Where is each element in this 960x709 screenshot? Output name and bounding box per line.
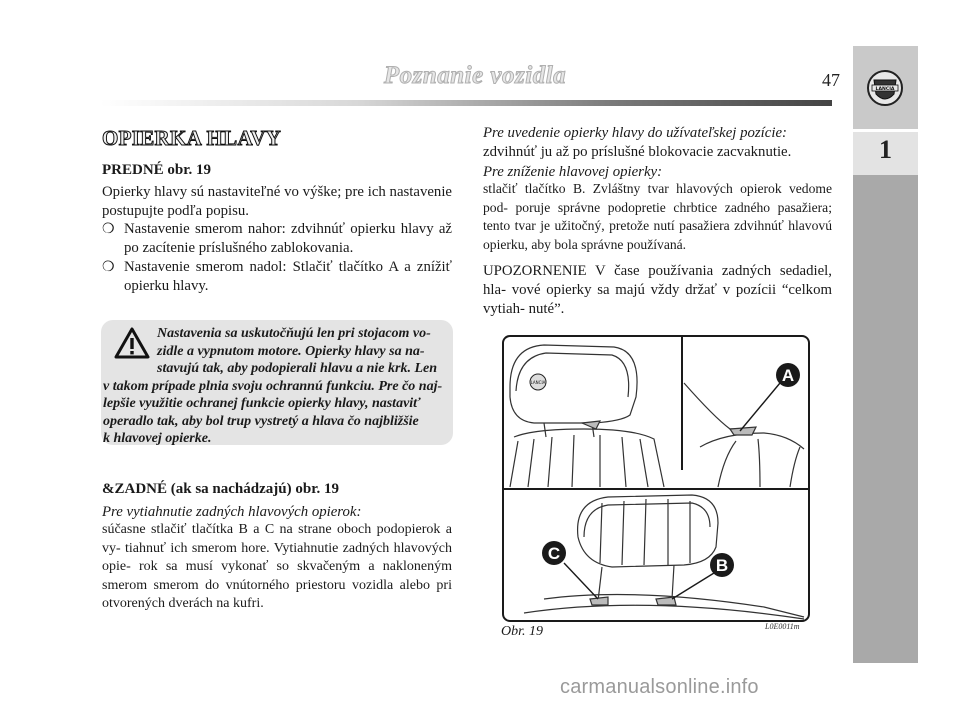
warning-line: Nastavenia sa uskutočňujú len pri stojacom vo- — [157, 326, 431, 341]
callout-c — [542, 541, 566, 565]
logo-text: LANCIA — [875, 87, 895, 92]
warning-line: zidle a vypnutom motore. Opierky hlavy sa na- — [157, 343, 425, 359]
bullet-text: Nastavenie smerom nadol: Stlačiť tlačítko A a znížiť opierku hlavy. — [124, 259, 452, 294]
header-rule — [100, 100, 832, 106]
button-a-detail-drawing — [684, 383, 804, 487]
bullet-circle-icon: ❍ — [102, 222, 115, 237]
list-item — [102, 220, 452, 258]
rear-label: Pre vytiahnutie zadných hlavových opierok: — [102, 504, 362, 520]
callout-b — [710, 553, 734, 577]
raise-text: zdvihnúť ju až po príslušné blokovacie zacvaknutie. — [483, 144, 792, 160]
bullet-list — [102, 220, 452, 296]
notice-text: UPOZORNENIE V čase používania zadných sedadiel, hla- vové opierky sa majú vždy držať v pozícii “celkom vytiah- nuté”. — [483, 263, 832, 317]
svg-text:LANCIA: LANCIA — [530, 380, 546, 385]
rear-text: súčasne stlačiť tlačítka B a C na strane oboch podopierok a vy- tiahnuť ich smerom hore. Vytiahnutie zadných hlavových opie- rok sa musí vykonať so skvačeným a nakloneným smerom smerom do vnútorného priestoru vozidla alebo pri otvorených dverách na kufri. — [102, 522, 452, 611]
page-number: 47 — [822, 70, 840, 90]
lancia-shield-icon — [866, 68, 904, 108]
svg-text:A: A — [781, 366, 795, 385]
raise-label: Pre uvedenie opierky hlavy do užívateľskej pozície: — [483, 125, 787, 141]
warning-line: k hlavovej opierke. — [103, 431, 212, 446]
front-headrest-drawing — [510, 345, 664, 487]
rear-heading: &ZADNÉ (ak sa nachádzajú) obr. 19 — [102, 481, 339, 497]
section-title: OPIERKA HLAVY — [102, 126, 282, 150]
warning-text — [101, 325, 443, 448]
lancia-emblem — [530, 374, 546, 390]
running-title: Poznanie vozidla — [383, 62, 567, 89]
figure-caption: Obr. 19 — [501, 624, 544, 639]
lower-label: Pre zníženie hlavovej opierky: — [483, 164, 663, 180]
figure-frame — [502, 335, 810, 622]
warning-line: operadlo tak, aby bol trup vystretý a hlava čo najbližšie — [103, 413, 419, 429]
svg-text:B: B — [715, 556, 729, 575]
bullet-circle-icon: ❍ — [102, 260, 115, 275]
rear-headrest-drawing — [524, 495, 804, 619]
front-heading: PREDNÉ obr. 19 — [102, 162, 212, 178]
figure-code: L0E0011m — [765, 622, 800, 631]
headrest-illustration — [504, 337, 808, 620]
warning-line: lepšie využitie ochranej funkcie opierky hlavy, nastaviť — [103, 396, 421, 411]
warning-line: v takom prípade plnia svoju ochrannú funkciu. Pre čo naj- — [103, 378, 443, 394]
callout-a — [776, 363, 800, 387]
front-intro: Opierky hlavy sú nastaviteľné vo výške; pre ich nastavenie postupujte podľa popisu. — [102, 184, 452, 219]
bullet-text: Nastavenie smerom nahor: zdvihnúť opierku hlavy až po zacítenie príslušného zablokovania. — [124, 221, 452, 256]
watermark: carmanualsonline.info — [560, 676, 759, 698]
lower-text: stlačiť tlačítko B. Zvláštny tvar hlavových opierok vedome pod- poruje správne podopretie chrbtice zadného pasažiera; tento tvar je užitočný, pretože nutí pasažiera zdvihnúť hlavovú opierku, aby bola správne používaná. — [483, 181, 832, 252]
chapter-number: 1 — [879, 135, 892, 164]
svg-text:C: C — [547, 544, 561, 563]
list-item — [102, 258, 452, 296]
warning-line: stavujú tak, aby podopierali hlavu a nie krk. Len — [157, 361, 438, 376]
